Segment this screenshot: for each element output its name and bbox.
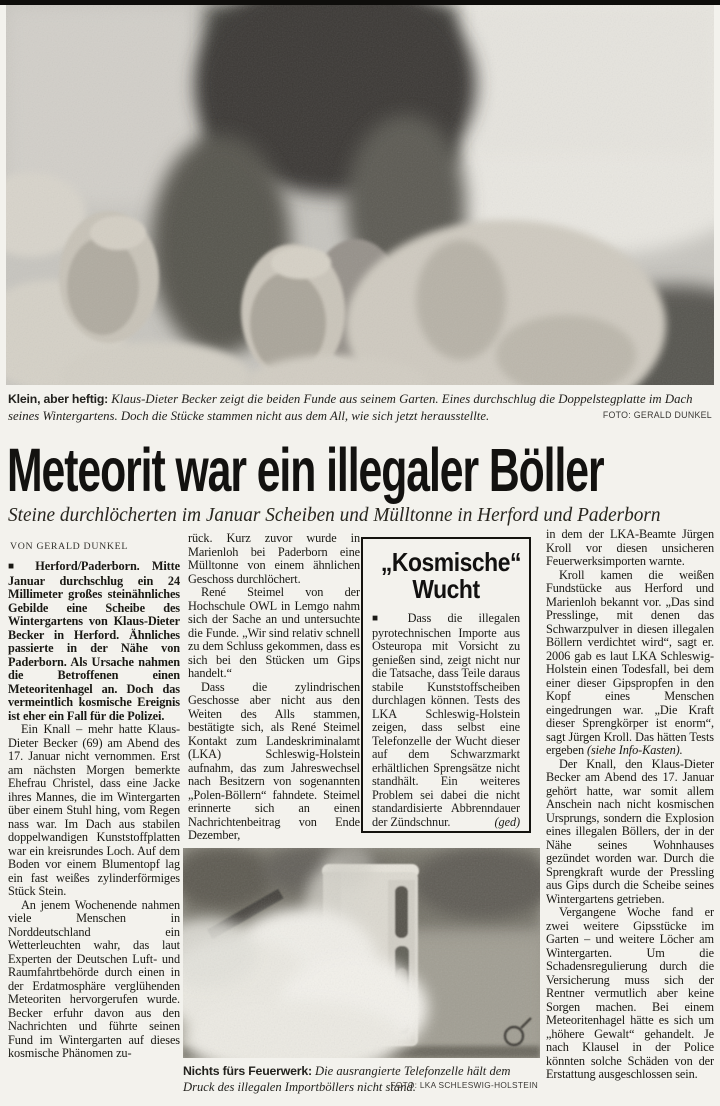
paragraph: René Steimel von der Hochschule OWL in Lemgo nahm sich der Sache an und untersuchte die Funde. „Wir sind relativ schnell zu dem Schluss gekommen, dass es sich bei den Stücken um Gips handelt.“ [188, 585, 360, 680]
cross-reference: (siehe Info-Kasten). [586, 743, 683, 757]
subheadline [8, 503, 702, 527]
caption-lead: Klein, aber heftig: [8, 392, 109, 406]
headline-text: Meteorit war ein illegaler Böller [7, 436, 604, 504]
paragraph: Dass die zylindrischen Geschosse aber nicht aus den Weiten des Alls stammen, bestätigte sich, als René Steimel Kontakt zum Landeskriminalamt (LKA) Schleswig-Holstein aufnahm, das zum Jahreswechsel nach Besitzern von sogenannten „Polen-Böllern“ fahndete. Steimel erinnerte sich an einen Nachrichtenbeitrag von Ende Dezember, [188, 679, 360, 842]
lede-location: Herford/Paderborn. [35, 559, 140, 573]
lede-paragraph [8, 560, 180, 723]
infobox-body [372, 612, 520, 829]
paragraph-marker: ■ [372, 613, 392, 624]
headline [7, 438, 720, 502]
top-photo-drawing [6, 5, 714, 385]
article-column-1 [8, 560, 180, 1090]
infobox-title-line2: Wucht [412, 574, 480, 604]
paragraph: Vergangene Woche fand er zwei weitere Gipsstücke im Garten – und weitere Löcher am Wintergarten. Um die Schadensregulierung durch die Versicherung muss sich der Rentner vermutlich aber keine Sorgen machen. Bei einem Meteoritenhagel hätte es sich um „höhere Gewalt“ gehandelt. Je nach Klausel in der Police könnten solche Schäden von der Erstattung ausgeschlossen sein. [546, 905, 714, 1081]
bottom-photo-caption [183, 1063, 540, 1096]
caption-text: Die ausrangierte Telefonzelle hält dem Druck des illegalen Importböllers nicht stand. [183, 1064, 511, 1095]
paragraph: rück. Kurz zuvor wurde in Marienloh bei Paderborn eine Mülltonne von einem ähnlichen Geschoss durchlöchert. [188, 531, 360, 586]
infobox-paragraph [372, 612, 520, 829]
infobox-title-line1: „Kosmische“ [380, 547, 522, 577]
paragraph: in dem der LKA-Beamte Jürgen Kroll vor diesen unsicheren Feuerwerksimporten warnte. [546, 527, 714, 568]
infobox-text: Dass die illegalen pyrotechnischen Importe aus Osteuropa mit Vorsicht zu genießen sind, zeigt nicht nur die Tatsache, dass Teile daraus stabile Kunststoffscheiben durchlagen können. Tests des LKA Schleswig-Holstein zeigen, dass selbst eine Telefonzelle der Wucht dieser auf dem Schwarzmarkt erhältlichen Sprengsätze nicht standhält. Ein weiteres Problem sei dabei die nicht standardisierte Abbrenndauer der Zündschnur. [372, 611, 520, 829]
byline: VON GERALD DUNKEL [10, 541, 129, 552]
top-photo-caption [8, 391, 714, 424]
caption-lead: Nichts fürs Feuerwerk: [183, 1064, 312, 1078]
article-column-2 [188, 531, 360, 842]
paragraph: An jenem Wochenende nahmen viele Menschen in Norddeutschland ein Wetterleuchten wahr, das laut Experten der Deutschen Luft- und Raumfahrtbehörde durch einen in der Erdatmosphäre verglühenden Meteoriten hervorgerufen wurde. Becker erfuhr davon aus den Nachrichten und führte seinen Fund im Wintergarten auf dieses kosmische Phänomen zu- [8, 897, 180, 1060]
infobox-title [372, 549, 520, 603]
photo-credit: FOTO: GERALD DUNKEL [602, 409, 712, 420]
top-photo [6, 5, 714, 385]
paragraph-text: Kroll kamen die weißen Fundstücke aus Herford und Marienloh bekannt vor. „Das sind Presslinge, mit denen das Schwarzpulver in diesen illegalen Böllern verdichtet wird“, sagt er. 2006 gab es laut LKA Schleswig-Holstein einen Todesfall, bei dem einer dieser Gipspropfen in den Kopf eines Menschen eingedrungen war. „Die Kraft dieser Sprengkörper ist enorm“, sagt Jürgen Kroll. Das hätten Tests ergeben [546, 567, 714, 757]
infobox-kosmische-wucht [361, 537, 531, 833]
photo-credit: FOTO: LKA SCHLESWIG-HOLSTEIN [390, 1080, 538, 1091]
paragraph-marker: ■ [8, 561, 24, 572]
caption-text: Klaus-Dieter Becker zeigt die beiden Funde aus seinem Garten. Eines durchschlug die Doppelstegplatte im Dach seines Wintergartens. Doch die Stücke stammen nicht aus dem All, wie sich jetzt herausstellte. [8, 392, 693, 423]
lede-text: Mitte Januar durchschlug ein 24 Millimeter großes steinähnliches Gebilde eine Scheibe des Wintergartens von Klaus-Dieter Becker in Herford. Ähnliches passierte in der Nähe von Paderborn. Als Ursache nahmen die Betroffenen einen Meteoritenhagel an. Doch das vermeintlich kosmische Ereignis ist eher ein Fall für die Polizei. [8, 559, 180, 723]
subheadline-text: Steine durchlöcherten im Januar Scheiben und Mülltonne in Herford und Paderborn [8, 504, 661, 526]
article-column-4 [546, 528, 714, 1100]
paragraph [546, 569, 714, 758]
bottom-photo [183, 848, 540, 1058]
infobox-author-credit: (ged) [494, 814, 520, 829]
paragraph: Ein Knall – mehr hatte Klaus-Dieter Becker (69) am Abend des 17. Januar nicht vernommen. Erst am nächsten Morgen bemerkte Ehefrau Christel, dass eine Jacke ihres Mannes, die im Wintergarten über einem Stuhl hing, vom Regen nass war. Im Dach aus stabilen doppelwandigen Kunststoffplatten war ein kreisrundes Loch. Auf dem Boden vor einem Blumentopf lag ein fast weißes zylinderförmiges Stück Stein. [8, 722, 180, 898]
paragraph: Der Knall, den Klaus-Dieter Becker am Abend des 17. Januar gehört hatte, war somit allem Anschein nach nicht kosmischen Ursprungs, sondern die Explosion eines illegalen Böllers, der in der Nähe seines Wohnhauses gezündet worden war. Durch die Sprengkraft wurde der Pressling aus Gips durch die Scheibe seines Wintergartens getrieben. [546, 756, 714, 906]
bottom-photo-drawing [183, 848, 540, 1058]
